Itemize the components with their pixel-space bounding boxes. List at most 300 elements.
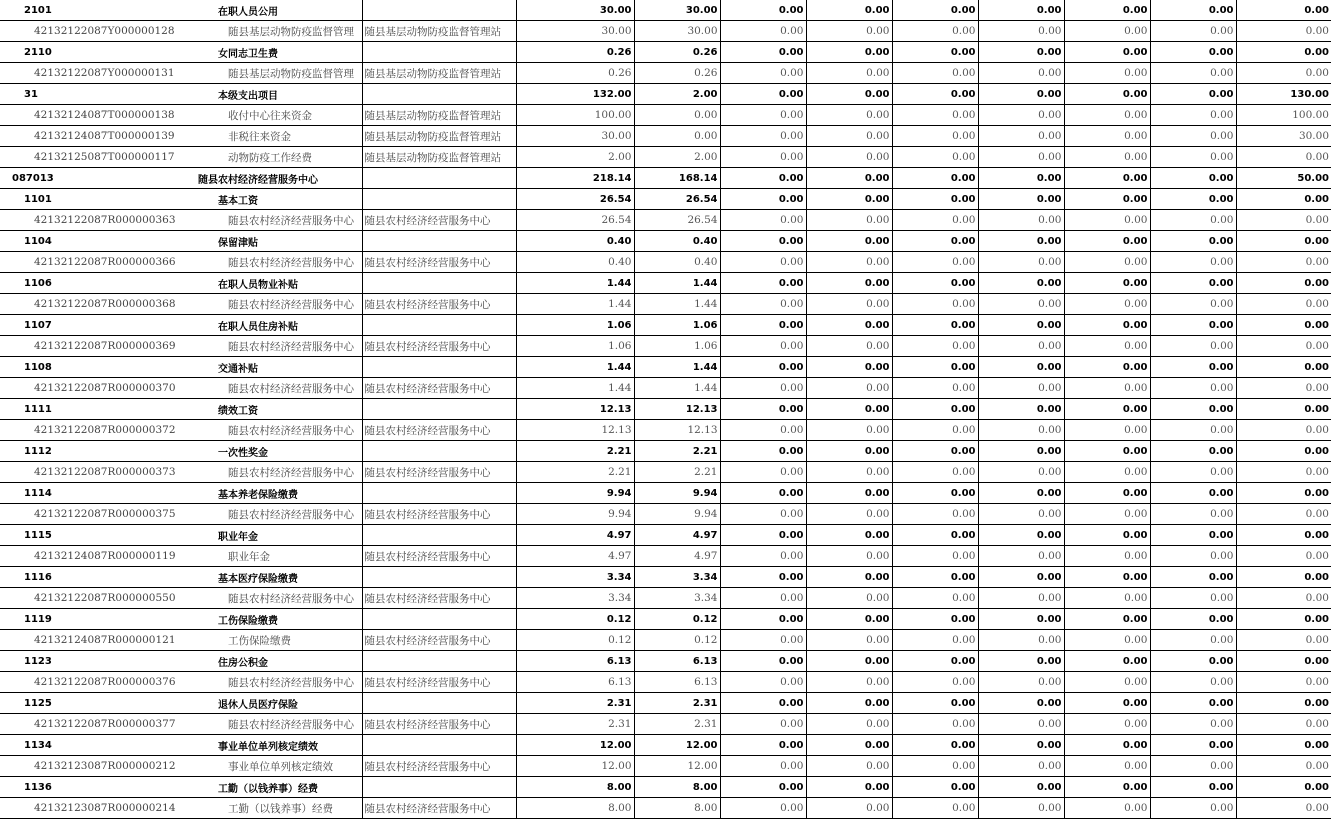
unit-cell: 随县农村经济经营服务中心 [362,672,516,693]
code-cell: 1119 [0,609,194,630]
amount-cell: 1.44 [634,294,720,315]
amount-cell: 0.00 [1064,105,1150,126]
amount-cell: 0.00 [978,231,1064,252]
detail-row [0,672,1331,693]
amount-cell: 0.26 [634,42,720,63]
amount-cell: 1.44 [516,357,634,378]
code-cell: 42132122087R000000370 [0,378,194,399]
amount-cell: 0.00 [892,777,978,798]
unit-cell [362,399,516,420]
code-cell: 1114 [0,483,194,504]
unit-cell [362,189,516,210]
amount-cell: 0.00 [1064,252,1150,273]
amount-cell: 0.00 [1236,462,1331,483]
amount-cell: 0.00 [806,273,892,294]
unit-cell [362,441,516,462]
amount-cell: 0.00 [806,504,892,525]
amount-cell: 0.00 [978,378,1064,399]
amount-cell: 0.00 [978,609,1064,630]
unit-cell [362,693,516,714]
amount-cell: 50.00 [1236,168,1331,189]
unit-cell: 随县农村经济经营服务中心 [362,714,516,735]
amount-cell: 0.00 [720,483,806,504]
detail-row [0,147,1331,168]
amount-cell: 26.54 [516,210,634,231]
amount-cell: 0.00 [1064,546,1150,567]
amount-cell: 0.00 [892,189,978,210]
code-cell: 1136 [0,777,194,798]
amount-cell: 0.00 [1150,651,1236,672]
amount-cell: 0.00 [720,462,806,483]
amount-cell: 0.00 [892,21,978,42]
amount-cell: 0.00 [1236,504,1331,525]
unit-cell [362,735,516,756]
code-cell: 42132122087R000000366 [0,252,194,273]
category-row [0,483,1331,504]
amount-cell: 0.00 [892,84,978,105]
amount-cell: 0.00 [978,315,1064,336]
amount-cell: 0.00 [892,399,978,420]
unit-cell [362,231,516,252]
amount-cell: 2.21 [516,441,634,462]
amount-cell: 0.00 [892,798,978,819]
amount-cell: 0.00 [978,42,1064,63]
amount-cell: 0.00 [1150,231,1236,252]
amount-cell: 12.00 [634,756,720,777]
amount-cell: 0.00 [1236,357,1331,378]
amount-cell: 3.34 [634,588,720,609]
detail-row [0,546,1331,567]
code-cell: 1112 [0,441,194,462]
amount-cell: 0.00 [892,420,978,441]
amount-cell: 0.00 [892,672,978,693]
name-cell: 随县农村经济经营服务中心 [194,714,362,735]
amount-cell: 2.31 [516,714,634,735]
name-cell: 随县基层动物防疫监督管理 [194,63,362,84]
amount-cell: 12.00 [516,756,634,777]
amount-cell: 0.00 [892,609,978,630]
amount-cell: 0.00 [1150,609,1236,630]
unit-cell: 随县农村经济经营服务中心 [362,504,516,525]
amount-cell: 0.00 [720,798,806,819]
amount-cell: 0.00 [1150,504,1236,525]
amount-cell: 0.00 [1236,756,1331,777]
amount-cell: 0.00 [720,315,806,336]
amount-cell: 0.00 [978,126,1064,147]
unit-cell [362,567,516,588]
amount-cell: 0.00 [892,210,978,231]
amount-cell: 0.00 [806,168,892,189]
amount-cell: 0.00 [720,168,806,189]
amount-cell: 0.00 [978,189,1064,210]
amount-cell: 0.00 [978,273,1064,294]
amount-cell: 0.00 [1150,210,1236,231]
detail-row [0,756,1331,777]
amount-cell: 0.00 [1064,63,1150,84]
amount-cell: 0.40 [634,252,720,273]
name-cell: 随县农村经济经营服务中心 [194,672,362,693]
amount-cell: 1.44 [516,294,634,315]
amount-cell: 0.00 [1064,714,1150,735]
amount-cell: 0.00 [892,231,978,252]
amount-cell: 0.00 [806,672,892,693]
name-cell: 保留津贴 [194,231,362,252]
amount-cell: 0.00 [1150,294,1236,315]
amount-cell: 0.00 [1064,672,1150,693]
code-cell: 42132124087R000000121 [0,630,194,651]
amount-cell: 0.00 [1236,147,1331,168]
amount-cell: 0.00 [1064,588,1150,609]
amount-cell: 0.00 [978,483,1064,504]
amount-cell: 0.26 [516,63,634,84]
name-cell: 随县农村经济经营服务中心 [194,336,362,357]
amount-cell: 0.00 [1064,84,1150,105]
amount-cell: 0.00 [1236,210,1331,231]
amount-cell: 30.00 [1236,126,1331,147]
code-cell: 42132124087T000000139 [0,126,194,147]
amount-cell: 4.97 [516,546,634,567]
amount-cell: 0.00 [1150,693,1236,714]
amount-cell: 0.00 [892,735,978,756]
amount-cell: 6.13 [634,651,720,672]
amount-cell: 0.00 [720,672,806,693]
amount-cell: 0.00 [892,714,978,735]
amount-cell: 100.00 [516,105,634,126]
amount-cell: 1.44 [634,357,720,378]
amount-cell: 0.00 [806,252,892,273]
amount-cell: 0.00 [806,609,892,630]
category-row [0,525,1331,546]
amount-cell: 0.00 [892,693,978,714]
code-cell: 1134 [0,735,194,756]
amount-cell: 0.00 [978,504,1064,525]
amount-cell: 0.00 [720,378,806,399]
amount-cell: 0.00 [978,651,1064,672]
unit-cell: 随县基层动物防疫监督管理站 [362,147,516,168]
amount-cell: 0.00 [806,588,892,609]
amount-cell: 4.97 [634,546,720,567]
category-row [0,273,1331,294]
amount-cell: 0.00 [1236,42,1331,63]
amount-cell: 2.21 [634,462,720,483]
amount-cell: 3.34 [634,567,720,588]
amount-cell: 2.21 [516,462,634,483]
name-cell: 随县农村经济经营服务中心 [194,504,362,525]
amount-cell: 0.00 [806,147,892,168]
amount-cell: 0.12 [634,630,720,651]
amount-cell: 0.00 [1064,798,1150,819]
amount-cell: 0.00 [1236,651,1331,672]
name-cell: 随县农村经济经营服务中心 [194,252,362,273]
unit-cell: 随县农村经济经营服务中心 [362,546,516,567]
unit-cell: 随县农村经济经营服务中心 [362,630,516,651]
amount-cell: 0.00 [892,462,978,483]
amount-cell: 130.00 [1236,84,1331,105]
amount-cell: 0.00 [806,798,892,819]
category-row [0,84,1331,105]
code-cell: 42132122087R000000369 [0,336,194,357]
amount-cell: 0.00 [1064,147,1150,168]
amount-cell: 0.00 [1150,399,1236,420]
amount-cell: 0.00 [892,588,978,609]
amount-cell: 30.00 [634,0,720,21]
amount-cell: 0.00 [806,63,892,84]
unit-cell [362,609,516,630]
amount-cell: 0.40 [634,231,720,252]
code-cell: 42132122087R000000375 [0,504,194,525]
amount-cell: 0.00 [1150,126,1236,147]
code-cell: 42132122087R000000368 [0,294,194,315]
amount-cell: 0.00 [720,651,806,672]
amount-cell: 0.00 [978,357,1064,378]
amount-cell: 4.97 [516,525,634,546]
amount-cell: 0.00 [892,357,978,378]
category-row [0,42,1331,63]
code-cell: 1104 [0,231,194,252]
detail-row [0,630,1331,651]
amount-cell: 0.00 [1150,189,1236,210]
unit-cell [362,273,516,294]
amount-cell: 0.00 [806,483,892,504]
amount-cell: 0.00 [1236,336,1331,357]
detail-row [0,210,1331,231]
name-cell: 随县农村经济经营服务中心 [194,378,362,399]
amount-cell: 26.54 [634,189,720,210]
amount-cell: 0.00 [1236,693,1331,714]
detail-row [0,714,1331,735]
unit-cell: 随县农村经济经营服务中心 [362,420,516,441]
amount-cell: 2.21 [634,441,720,462]
amount-cell: 0.00 [720,294,806,315]
name-cell: 职业年金 [194,546,362,567]
amount-cell: 6.13 [516,651,634,672]
code-cell: 42132122087R000000363 [0,210,194,231]
name-cell: 事业单位单列核定绩效 [194,735,362,756]
amount-cell: 0.00 [1064,483,1150,504]
amount-cell: 0.00 [720,399,806,420]
amount-cell: 0.00 [1150,441,1236,462]
amount-cell: 0.00 [978,735,1064,756]
amount-cell: 0.00 [1064,273,1150,294]
amount-cell: 0.00 [1236,0,1331,21]
amount-cell: 2.00 [634,147,720,168]
unit-cell: 随县农村经济经营服务中心 [362,588,516,609]
amount-cell: 0.00 [892,105,978,126]
amount-cell: 0.00 [1150,777,1236,798]
name-cell: 随县农村经济经营服务中心 [194,420,362,441]
amount-cell: 0.00 [1064,315,1150,336]
amount-cell: 9.94 [516,504,634,525]
amount-cell: 8.00 [634,798,720,819]
code-cell: 42132123087R000000212 [0,756,194,777]
amount-cell: 0.00 [1150,735,1236,756]
unit-cell: 随县农村经济经营服务中心 [362,798,516,819]
unit-cell: 随县农村经济经营服务中心 [362,294,516,315]
amount-cell: 0.00 [806,462,892,483]
amount-cell: 0.00 [1150,147,1236,168]
amount-cell: 26.54 [516,189,634,210]
unit-cell: 随县农村经济经营服务中心 [362,756,516,777]
amount-cell: 0.00 [978,546,1064,567]
amount-cell: 0.00 [720,336,806,357]
amount-cell: 100.00 [1236,105,1331,126]
amount-cell: 0.00 [1236,735,1331,756]
amount-cell: 0.00 [1150,273,1236,294]
detail-row [0,462,1331,483]
name-cell: 工伤保险缴费 [194,630,362,651]
amount-cell: 0.00 [1150,105,1236,126]
amount-cell: 0.00 [978,336,1064,357]
amount-cell: 0.00 [892,252,978,273]
amount-cell: 0.00 [1236,777,1331,798]
amount-cell: 12.00 [516,735,634,756]
amount-cell: 0.00 [1064,735,1150,756]
amount-cell: 0.00 [892,483,978,504]
unit-cell [362,315,516,336]
amount-cell: 0.00 [978,21,1064,42]
name-cell: 收付中心往来资金 [194,105,362,126]
amount-cell: 0.00 [1064,777,1150,798]
amount-cell: 0.00 [720,567,806,588]
amount-cell: 0.00 [1150,168,1236,189]
amount-cell: 0.00 [806,420,892,441]
amount-cell: 0.00 [720,105,806,126]
amount-cell: 0.00 [720,357,806,378]
amount-cell: 0.00 [1150,630,1236,651]
amount-cell: 1.44 [516,273,634,294]
amount-cell: 0.00 [978,588,1064,609]
amount-cell: 0.00 [806,777,892,798]
amount-cell: 0.00 [806,630,892,651]
name-cell: 在职人员住房补贴 [194,315,362,336]
amount-cell: 0.00 [892,567,978,588]
amount-cell: 0.00 [1064,399,1150,420]
amount-cell: 0.00 [1150,798,1236,819]
name-cell: 在职人员物业补贴 [194,273,362,294]
amount-cell: 0.00 [720,63,806,84]
amount-cell: 0.00 [892,525,978,546]
amount-cell: 0.00 [1150,546,1236,567]
amount-cell: 9.94 [516,483,634,504]
amount-cell: 0.00 [720,231,806,252]
amount-cell: 8.00 [516,777,634,798]
amount-cell: 0.00 [1064,189,1150,210]
amount-cell: 0.00 [1150,756,1236,777]
amount-cell: 12.13 [634,399,720,420]
amount-cell: 0.00 [1064,336,1150,357]
amount-cell: 0.00 [1236,567,1331,588]
amount-cell: 0.00 [1150,714,1236,735]
amount-cell: 0.00 [978,63,1064,84]
amount-cell: 0.00 [892,504,978,525]
amount-cell: 0.00 [1150,63,1236,84]
amount-cell: 0.00 [1064,756,1150,777]
amount-cell: 0.00 [1236,378,1331,399]
amount-cell: 0.00 [978,630,1064,651]
unit-cell: 随县基层动物防疫监督管理站 [362,105,516,126]
amount-cell: 0.00 [1150,357,1236,378]
amount-cell: 0.00 [1064,609,1150,630]
amount-cell: 0.00 [806,756,892,777]
amount-cell: 0.00 [806,189,892,210]
amount-cell: 0.00 [634,105,720,126]
amount-cell: 0.12 [634,609,720,630]
code-cell: 42132122087R000000373 [0,462,194,483]
amount-cell: 0.00 [892,756,978,777]
amount-cell: 0.00 [720,21,806,42]
amount-cell: 0.00 [892,294,978,315]
amount-cell: 0.00 [1236,525,1331,546]
amount-cell: 0.00 [1064,462,1150,483]
amount-cell: 0.26 [516,42,634,63]
code-cell: 42132122087R000000372 [0,420,194,441]
amount-cell: 0.00 [720,504,806,525]
amount-cell: 0.00 [1150,462,1236,483]
detail-row [0,798,1331,819]
category-row [0,315,1331,336]
amount-cell: 0.00 [634,126,720,147]
unit-cell: 随县农村经济经营服务中心 [362,462,516,483]
name-cell: 工勤（以钱养事）经费 [194,798,362,819]
amount-cell: 0.00 [978,798,1064,819]
amount-cell: 0.00 [892,63,978,84]
amount-cell: 0.00 [978,567,1064,588]
name-cell: 女同志卫生费 [194,42,362,63]
code-cell: 1123 [0,651,194,672]
amount-cell: 2.31 [634,714,720,735]
amount-cell: 0.00 [806,0,892,21]
amount-cell: 1.44 [516,378,634,399]
amount-cell: 30.00 [516,21,634,42]
amount-cell: 0.00 [1236,252,1331,273]
amount-cell: 0.00 [1064,231,1150,252]
amount-cell: 4.97 [634,525,720,546]
amount-cell: 0.00 [978,672,1064,693]
amount-cell: 0.00 [806,735,892,756]
amount-cell: 0.00 [1150,0,1236,21]
code-cell: 42132122087R000000376 [0,672,194,693]
unit-cell: 随县基层动物防疫监督管理站 [362,126,516,147]
name-cell: 基本养老保险缴费 [194,483,362,504]
amount-cell: 0.00 [1150,567,1236,588]
amount-cell: 0.00 [1236,798,1331,819]
unit-cell: 随县基层动物防疫监督管理站 [362,21,516,42]
unit-cell [362,42,516,63]
amount-cell: 0.00 [720,693,806,714]
amount-cell: 0.00 [1236,483,1331,504]
amount-cell: 0.00 [978,441,1064,462]
code-cell: 42132122087R000000377 [0,714,194,735]
code-cell: 1125 [0,693,194,714]
amount-cell: 0.00 [1236,315,1331,336]
amount-cell: 0.00 [978,0,1064,21]
category-row [0,777,1331,798]
amount-cell: 0.00 [978,462,1064,483]
category-row [0,189,1331,210]
category-row [0,441,1331,462]
amount-cell: 0.00 [1236,630,1331,651]
amount-cell: 0.00 [806,567,892,588]
amount-cell: 0.00 [1150,588,1236,609]
amount-cell: 0.00 [806,105,892,126]
amount-cell: 8.00 [634,777,720,798]
code-cell: 42132123087R000000214 [0,798,194,819]
unit-cell: 随县农村经济经营服务中心 [362,378,516,399]
name-cell: 动物防疫工作经费 [194,147,362,168]
amount-cell: 0.00 [1064,357,1150,378]
amount-cell: 0.00 [1236,21,1331,42]
amount-cell: 0.00 [892,630,978,651]
